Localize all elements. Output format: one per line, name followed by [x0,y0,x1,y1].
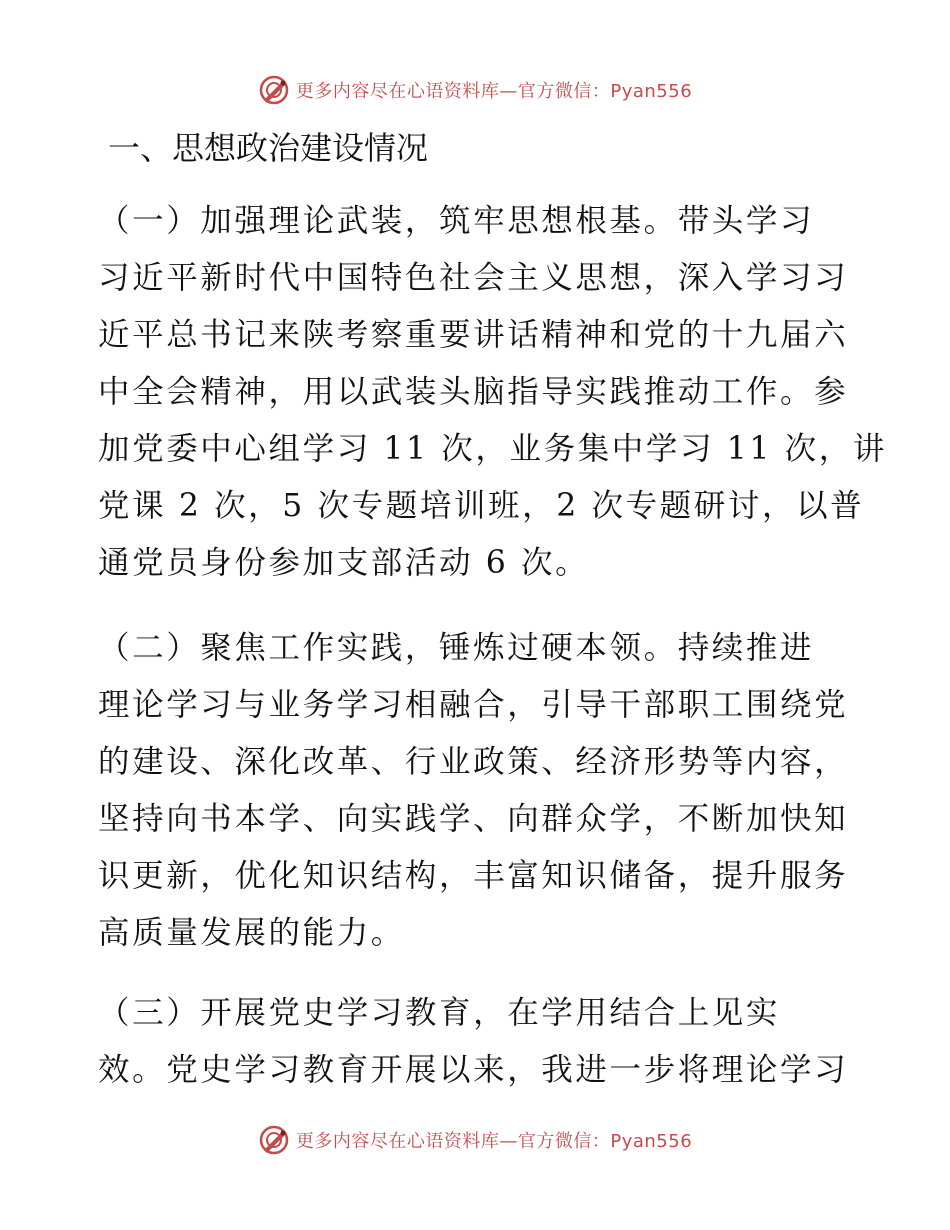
paragraph-line: 效。党史学习教育开展以来，我进一步将理论学习 [98,1052,849,1088]
paragraph-line: 习近平新时代中国特色社会主义思想，深入学习习 [98,260,849,296]
paragraph-line: 高质量发展的能力。 [98,915,405,951]
paragraph-1 [98,193,887,592]
paragraph-3 [98,985,853,1099]
watermark-banner-top [0,70,950,110]
paragraph-line: （三）开展党史学习教育，在学用结合上见实 [98,995,781,1031]
paragraph-line: 的建设、深化改革、行业政策、经济形势等内容， [98,744,849,780]
watermark-text: 更多内容尽在心语资料库—官方微信：Pyan556 [295,81,693,102]
paragraph-line: （一）加强理论武装，筑牢思想根基。带头学习 [98,203,815,239]
watermark-banner-bottom [0,1120,950,1160]
paragraph-2 [98,620,853,962]
watermark-group [258,1124,692,1156]
paragraph-line: 理论学习与业务学习相融合，引导干部职工围绕党 [98,687,849,723]
ink-brush-logo-icon [258,1124,290,1156]
paragraph-line: 党课 2 次，5 次专题培训班，2 次专题研讨，以普 [98,488,865,524]
paragraph-line: （二）聚焦工作实践，锤炼过硬本领。持续推进 [98,630,815,666]
paragraph-line: 近平总书记来陕考察重要讲话精神和党的十九届六 [98,317,849,353]
paragraph-line: 识更新，优化知识结构，丰富知识储备，提升服务 [98,858,849,894]
paragraph-line: 通党员身份参加支部活动 6 次。 [98,545,590,581]
watermark-text: 更多内容尽在心语资料库—官方微信：Pyan556 [295,1131,693,1152]
paragraph-line: 坚持向书本学、向实践学、向群众学，不断加快知 [98,801,849,837]
watermark-group [258,74,692,106]
ink-brush-logo-icon [258,74,290,106]
paragraph-line: 加党委中心组学习 11 次，业务集中学习 11 次，讲 [98,431,887,467]
paragraph-line: 中全会精神，用以武装头脑指导实践推动工作。参 [98,374,849,410]
section-heading: 一、思想政治建设情况 [108,129,429,167]
